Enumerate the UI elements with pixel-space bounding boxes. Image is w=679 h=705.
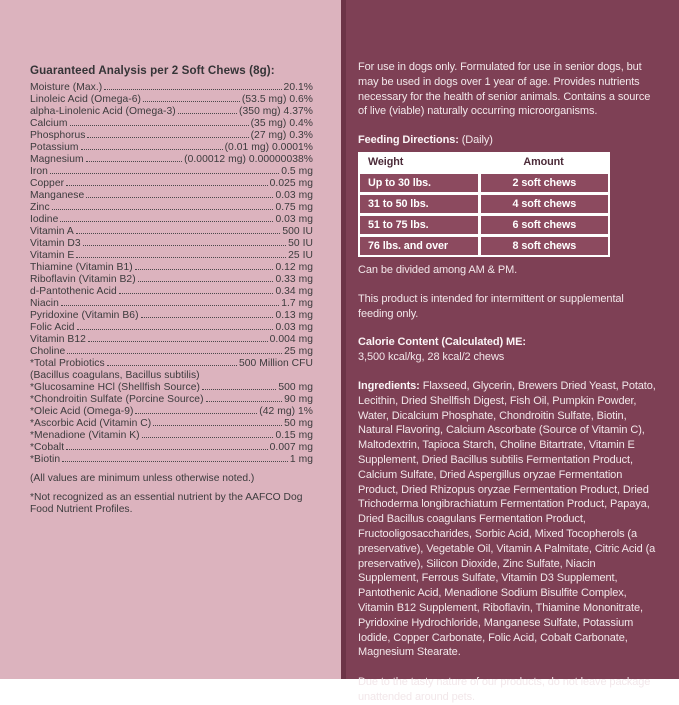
dot-leader: [62, 461, 288, 462]
nutrient-label: Potassium: [30, 142, 79, 153]
dot-leader: [135, 269, 274, 270]
nutrient-label: *Ascorbic Acid (Vitamin C): [30, 418, 152, 429]
guaranteed-analysis-panel: [0, 0, 341, 679]
nutrient-value: 500 IU: [282, 226, 313, 237]
dot-leader: [107, 365, 237, 366]
analysis-row: [30, 382, 313, 394]
guaranteed-analysis-list: [30, 82, 313, 466]
analysis-row: [30, 94, 313, 106]
divided-dose-note: Can be divided among AM & PM.: [358, 263, 518, 276]
dot-leader: [83, 245, 286, 246]
nutrient-label: alpha-Linolenic Acid (Omega-3): [30, 106, 176, 117]
analysis-row: [30, 82, 313, 94]
feeding-table-header: [360, 154, 608, 171]
aafco-note: *Not recognized as an essential nutrient by the AAFCO Dog Food Nutrient Profiles.: [30, 491, 303, 516]
analysis-row: [30, 250, 313, 262]
analysis-row: [30, 430, 313, 442]
dot-leader: [141, 317, 274, 318]
nutrient-value: 90 mg: [284, 394, 313, 405]
dot-leader: [66, 185, 268, 186]
nutrient-label: Linoleic Acid (Omega-6): [30, 94, 142, 105]
dot-leader: [88, 341, 268, 342]
nutrient-value: (27 mg) 0.3%: [250, 130, 313, 141]
nutrient-label: Choline: [30, 346, 66, 357]
analysis-row: [30, 166, 313, 178]
nutrient-value: 0.025 mg: [269, 178, 313, 189]
nutrient-value: 0.03 mg: [275, 322, 313, 333]
analysis-row: [30, 274, 313, 286]
dot-leader: [178, 113, 237, 114]
weight-cell: 51 to 75 lbs.: [360, 216, 478, 234]
calorie-content-block: [358, 335, 659, 365]
ingredients-text: Flaxseed, Glycerin, Brewers Dried Yeast, Potato, Lecithin, Dried Shellfish Digest, Fish Oil, Pumpkin Powder, Water, Dicalcium Phosphate, Chondroitin Sulfate, Biotin, Natural Flavoring, Calcium Ascorbate (Source of Vitamin C), Maltodextrin, Tapioca Starch, Choline Bitartrate, Vitamin E Supplement, Dried Bacillus subtilis Fermentation Product, Calcium Sulfate, Dried Aspergillus oryzae Fermentation Product, Dried Rhizopus oryzae Fermentation Product, Dried Trichoderma longibrachiatum Fermentation Product, Papaya, Dried Bacillus coagulans Fermentation Product, Fructooligosaccharides, Sorbic Acid, Mixed Tocopherols (a preservative), Vegetable Oil, Vitamin A Palmitate, Citric Acid (a preservative), Silicon Dioxide, Zinc Sulfate, Niacin Supplement, Ferrous Sulfate, Vitamin D3 Supplement, Pantothenic Acid, Menadione Sodium Bisulfite Complex, Vitamin B12 Supplement, Riboflavin, Thiamine Mononitrate, Pyridoxine Hydrochloride, Manganese Sulfate, Potassium Iodide, Copper Carbonate, Folic Acid, Cobalt Carbonate, Magnesium Stearate.: [358, 379, 656, 659]
nutrient-value: 0.75 mg: [275, 202, 313, 213]
nutrient-label: *Biotin: [30, 454, 61, 465]
nutrient-value: 0.12 mg: [275, 262, 313, 273]
analysis-row: [30, 346, 313, 358]
analysis-row: [30, 262, 313, 274]
dot-leader: [52, 209, 274, 210]
nutrient-value: 0.15 mg: [275, 430, 313, 441]
nutrient-value: (0.00012 mg) 0.00000038%: [184, 154, 313, 165]
dot-leader: [60, 221, 273, 222]
nutrient-label: Iodine: [30, 214, 59, 225]
nutrient-value: 20.1%: [283, 82, 313, 93]
analysis-row: [30, 406, 313, 418]
nutrient-label: *Oleic Acid (Omega-9): [30, 406, 134, 417]
analysis-row: [30, 454, 313, 466]
analysis-row: [30, 130, 313, 142]
minimum-values-note: (All values are minimum unless otherwise noted.): [30, 473, 255, 484]
nutrient-value: 0.004 mg: [269, 334, 313, 345]
dot-leader: [206, 401, 283, 402]
analysis-row: [30, 310, 313, 322]
amount-cell: 4 soft chews: [481, 195, 608, 213]
analysis-row: [30, 370, 313, 382]
analysis-row: [30, 334, 313, 346]
nutrient-value: (35 mg) 0.4%: [250, 118, 313, 129]
nutrient-label: Zinc: [30, 202, 50, 213]
feeding-table-body: [360, 174, 608, 255]
nutrient-value: 0.33 mg: [275, 274, 313, 285]
nutrient-label: Pyridoxine (Vitamin B6): [30, 310, 139, 321]
usage-intro-paragraph: For use in dogs only. Formulated for use in senior dogs, but may be used in dogs over 1 year of age. Provides nutrients necessary for the health of senior animals. Contains a source of live (viable) naturally occurring microorganisms.: [358, 61, 651, 118]
dot-leader: [202, 389, 276, 390]
ingredients-paragraph: [358, 379, 659, 660]
nutrient-label: Magnesium: [30, 154, 84, 165]
nutrient-label: Iron: [30, 166, 48, 177]
feeding-directions-daily: (Daily): [458, 134, 493, 147]
analysis-row: [30, 238, 313, 250]
directions-panel: [341, 0, 679, 703]
nutrient-value: (0.01 mg) 0.0001%: [224, 142, 313, 153]
nutrient-value: 0.03 mg: [275, 190, 313, 201]
nutrient-label: Folic Acid: [30, 322, 75, 333]
nutrient-value: 0.5 mg: [281, 166, 313, 177]
nutrient-label: *Total Probiotics: [30, 358, 105, 369]
nutrient-value: (53.5 mg) 0.6%: [241, 94, 313, 105]
dot-leader: [86, 197, 273, 198]
dot-leader: [81, 149, 223, 150]
dot-leader: [104, 89, 281, 90]
nutrient-value: (350 mg) 4.37%: [239, 106, 313, 117]
nutrient-label: Niacin: [30, 298, 59, 309]
nutrient-label: Riboflavin (Vitamin B2): [30, 274, 136, 285]
dot-leader: [135, 413, 257, 414]
ingredients-label: Ingredients:: [358, 379, 420, 392]
weight-cell: Up to 30 lbs.: [360, 174, 478, 192]
nutrient-value: 0.13 mg: [275, 310, 313, 321]
dot-leader: [61, 305, 279, 306]
table-row: [360, 174, 608, 192]
nutrient-value: 1 mg: [289, 454, 313, 465]
dot-leader: [76, 233, 281, 234]
nutrient-label: Vitamin B12: [30, 334, 86, 345]
nutrient-value: 25 mg: [284, 346, 313, 357]
dot-leader: [119, 293, 274, 294]
dot-leader: [67, 353, 282, 354]
nutrient-value: 1.7 mg: [281, 298, 313, 309]
dot-leader: [153, 425, 282, 426]
dot-leader: [143, 101, 240, 102]
dot-leader: [66, 449, 268, 450]
analysis-row: [30, 142, 313, 154]
nutrient-value: (42 mg) 1%: [259, 406, 313, 417]
table-row: [360, 237, 608, 255]
weight-cell: 76 lbs. and over: [360, 237, 478, 255]
nutrient-label: Copper: [30, 178, 65, 189]
amount-cell: 6 soft chews: [481, 216, 608, 234]
nutrient-label: (Bacillus coagulans, Bacillus subtilis): [30, 370, 200, 381]
nutrient-label: Vitamin A: [30, 226, 74, 237]
analysis-row: [30, 202, 313, 214]
nutrient-label: Vitamin D3: [30, 238, 81, 249]
nutrient-value: 0.34 mg: [275, 286, 313, 297]
analysis-notes: [30, 473, 313, 517]
nutrient-value: 0.007 mg: [269, 442, 313, 453]
amount-cell: 2 soft chews: [481, 174, 608, 192]
analysis-row: [30, 106, 313, 118]
analysis-row: [30, 322, 313, 334]
pets-warning-paragraph: Due to the tasty nature of our products, do not leave package unattended around pets.: [358, 676, 651, 703]
amount-cell: 8 soft chews: [481, 237, 608, 255]
feeding-directions-bold: Feeding Directions:: [358, 134, 459, 147]
nutrient-label: *Chondroitin Sulfate (Porcine Source): [30, 394, 204, 405]
guaranteed-analysis-heading: Guaranteed Analysis per 2 Soft Chews (8g):: [30, 64, 275, 77]
dot-leader: [86, 161, 182, 162]
analysis-row: [30, 214, 313, 226]
nutrient-label: *Menadione (Vitamin K): [30, 430, 140, 441]
feeding-directions-label: [358, 133, 659, 148]
nutrient-label: Vitamin E: [30, 250, 75, 261]
analysis-row: [30, 298, 313, 310]
analysis-row: [30, 154, 313, 166]
nutrient-label: d-Pantothenic Acid: [30, 286, 117, 297]
analysis-row: [30, 286, 313, 298]
analysis-row: [30, 358, 313, 370]
table-row: [360, 195, 608, 213]
nutrient-value: 0.03 mg: [275, 214, 313, 225]
nutrient-value: 500 mg: [278, 382, 313, 393]
amount-column-header: Amount: [523, 155, 564, 168]
dot-leader: [142, 437, 274, 438]
weight-cell: 31 to 50 lbs.: [360, 195, 478, 213]
analysis-row: [30, 178, 313, 190]
analysis-row: [30, 226, 313, 238]
dot-leader: [77, 329, 274, 330]
nutrient-label: *Glucosamine HCl (Shellfish Source): [30, 382, 200, 393]
dot-leader: [138, 281, 274, 282]
nutrient-value: 50 mg: [284, 418, 313, 429]
intermittent-feeding-paragraph: This product is intended for intermittent or supplemental feeding only.: [358, 292, 624, 320]
nutrient-value: 25 IU: [288, 250, 313, 261]
calorie-content-value: 3,500 kcal/kg, 28 kcal/2 chews: [358, 351, 505, 364]
analysis-row: [30, 442, 313, 454]
nutrient-label: Thiamine (Vitamin B1): [30, 262, 133, 273]
nutrient-value: 500 Million CFU: [239, 358, 313, 369]
dot-leader: [50, 173, 279, 174]
dot-leader: [87, 137, 248, 138]
nutrient-label: Phosphorus: [30, 130, 86, 141]
weight-column-header: Weight: [368, 155, 404, 168]
analysis-row: [30, 418, 313, 430]
nutrient-label: Manganese: [30, 190, 85, 201]
calorie-content-heading: Calorie Content (Calculated) ME:: [358, 336, 526, 349]
dot-leader: [76, 257, 286, 258]
analysis-row: [30, 190, 313, 202]
nutrient-label: Calcium: [30, 118, 68, 129]
feeding-directions-table: [358, 152, 610, 257]
table-row: [360, 216, 608, 234]
analysis-row: [30, 394, 313, 406]
nutrient-value: 50 IU: [288, 238, 313, 249]
analysis-row: [30, 118, 313, 130]
nutrient-label: Moisture (Max.): [30, 82, 103, 93]
dot-leader: [70, 125, 249, 126]
nutrient-label: *Cobalt: [30, 442, 65, 453]
